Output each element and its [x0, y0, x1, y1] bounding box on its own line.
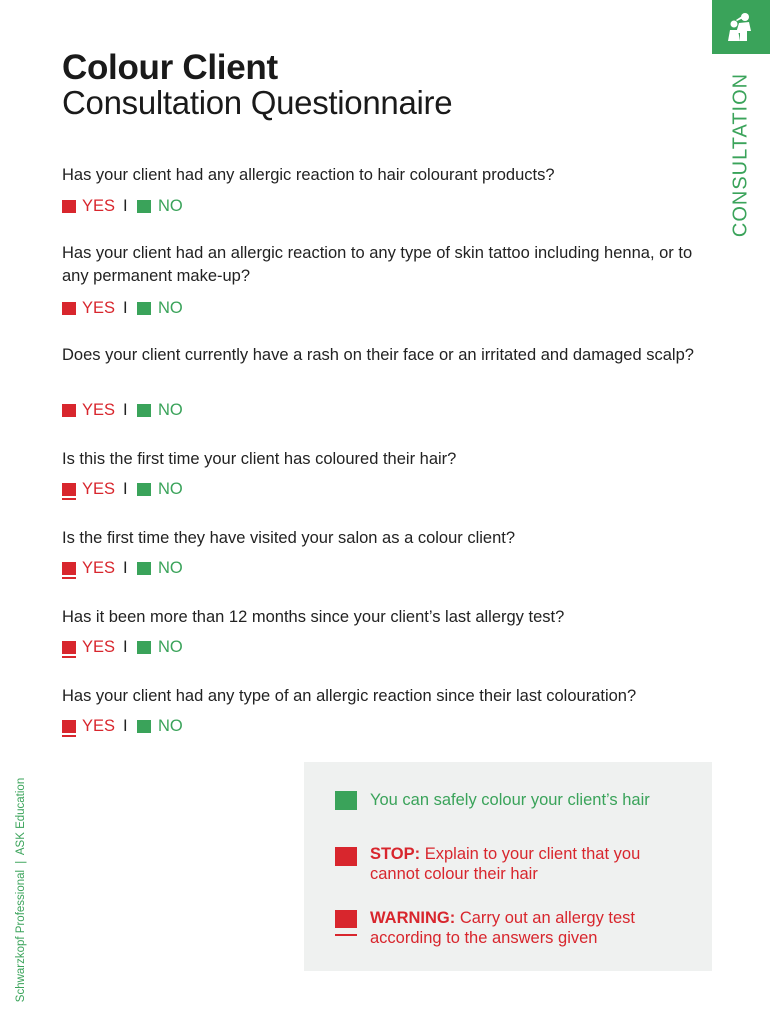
section-label: CONSULTATION	[729, 72, 752, 238]
legend-warning-underline	[335, 934, 357, 936]
yes-label: YES	[82, 197, 116, 215]
yes-checkbox[interactable]	[62, 483, 76, 496]
question-7: Has your client had any type of an allergic reaction since their last colouration?	[62, 687, 637, 705]
legend-warning-swatch	[335, 910, 357, 928]
yes-checkbox[interactable]	[62, 720, 76, 733]
answer-separator: I	[123, 717, 128, 735]
yes-label: YES	[82, 717, 116, 735]
legend-box	[304, 762, 712, 971]
no-checkbox[interactable]	[137, 302, 151, 315]
answer-separator: I	[123, 480, 128, 498]
legend-warning	[370, 908, 690, 948]
page-subtitle: Consultation Questionnaire	[62, 84, 453, 121]
yes-label: YES	[82, 559, 116, 577]
no-label: NO	[158, 480, 183, 498]
question-5: Is the first time they have visited your salon as a colour client?	[62, 529, 516, 547]
footer-brand: Schwarzkopf Professional	[15, 869, 27, 1003]
no-checkbox[interactable]	[137, 404, 151, 417]
yes-label: YES	[82, 401, 116, 419]
yes-checkbox[interactable]	[62, 562, 76, 575]
question-2: Has your client had an allergic reaction to any type of skin tattoo including henna, or to any permanent make-up?	[62, 244, 693, 285]
yes-checkbox[interactable]	[62, 404, 76, 417]
question-6: Has it been more than 12 months since your client’s last allergy test?	[62, 608, 565, 626]
footer-separator: |	[15, 860, 27, 864]
legend-warning-label: WARNING:	[370, 909, 456, 927]
yes-label: YES	[82, 638, 116, 656]
answer-separator: I	[123, 638, 128, 656]
yes-underline	[62, 498, 76, 500]
yes-underline	[62, 656, 76, 658]
yes-checkbox[interactable]	[62, 200, 76, 213]
question-4: Is this the first time your client has coloured their hair?	[62, 450, 457, 468]
no-checkbox[interactable]	[137, 641, 151, 654]
no-checkbox[interactable]	[137, 200, 151, 213]
legend-safe-text: You can safely colour your client’s hair	[370, 791, 650, 809]
legend-stop-label: STOP:	[370, 845, 421, 863]
yes-checkbox[interactable]	[62, 641, 76, 654]
page-title: Colour Client	[62, 48, 278, 87]
legend-stop-swatch	[335, 847, 357, 866]
consultation-badge	[712, 0, 770, 54]
no-label: NO	[158, 638, 183, 656]
legend-warning-text: Carry out an allergy test according to the answers given	[370, 909, 636, 947]
no-label: NO	[158, 559, 183, 577]
answer-separator: I	[123, 299, 128, 317]
no-label: NO	[158, 717, 183, 735]
hairdresser-client-icon	[725, 11, 757, 43]
no-label: NO	[158, 299, 183, 317]
footer-brand-line	[15, 778, 27, 1002]
answer-separator: I	[123, 559, 128, 577]
yes-underline	[62, 577, 76, 579]
yes-checkbox[interactable]	[62, 302, 76, 315]
footer-program: ASK Education	[15, 777, 27, 856]
no-label: NO	[158, 197, 183, 215]
answer-separator: I	[123, 401, 128, 419]
legend-stop-text: Explain to your client that you cannot colour their hair	[370, 845, 641, 883]
question-1: Has your client had any allergic reaction to hair colourant products?	[62, 166, 555, 184]
question-3: Does your client currently have a rash on their face or an irritated and damaged scalp?	[62, 346, 694, 364]
yes-label: YES	[82, 480, 116, 498]
no-checkbox[interactable]	[137, 562, 151, 575]
answer-separator: I	[123, 197, 128, 215]
legend-safe-swatch	[335, 791, 357, 810]
no-checkbox[interactable]	[137, 483, 151, 496]
no-label: NO	[158, 401, 183, 419]
yes-label: YES	[82, 299, 116, 317]
legend-stop	[370, 844, 690, 884]
yes-underline	[62, 735, 76, 737]
no-checkbox[interactable]	[137, 720, 151, 733]
